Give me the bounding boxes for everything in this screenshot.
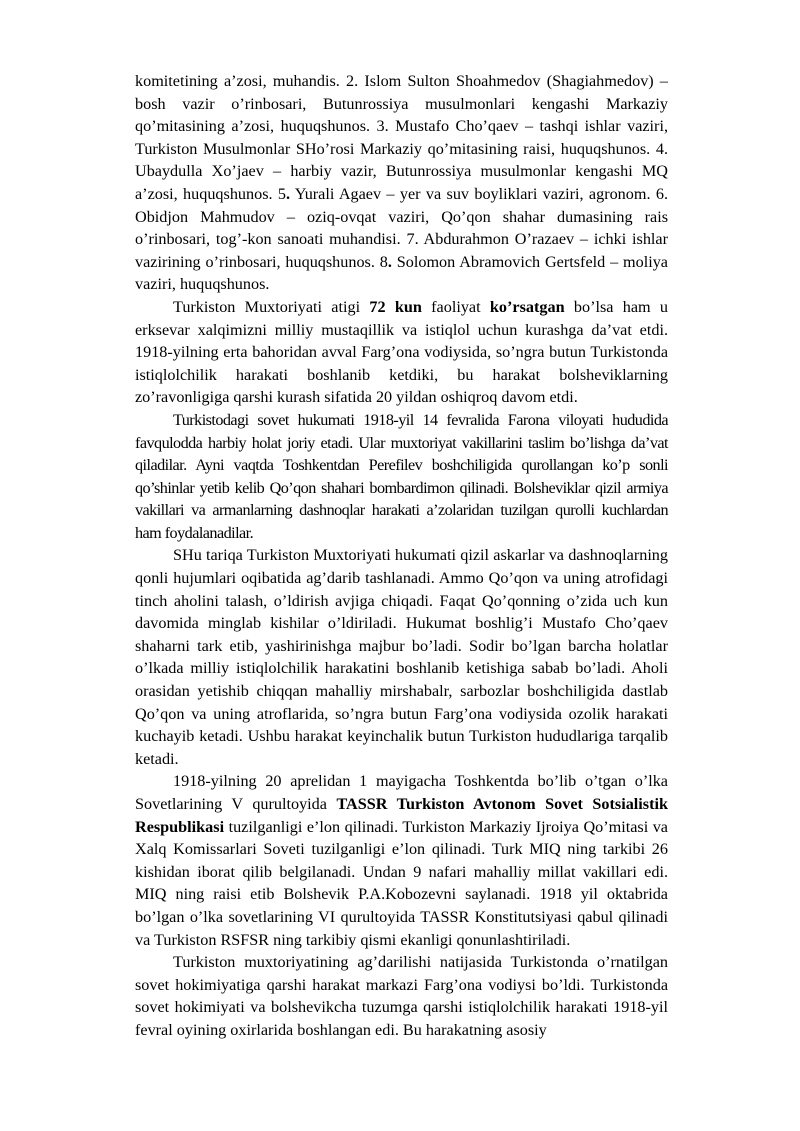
text-segment: tuzilganligi e’lon qilinadi. Turkiston Markaziy Ijroiya Qo’mitasi va Xalq Komissarlari Soveti tuzilganligi e’lon qilinadi. Turk MIQ ning tarkibi 26 kishidan iborat qilib belgilanadi. Undan 9 nafari mahalliy millat vakillari edi. MIQ ning raisi etib Bolshevik P.A.Kobozevni saylanadi. 1918 yil oktabrida bo’lgan o’lka sovetlarining VI qurultoyida TASSR Konstitutsiyasi qabul qilinadi va Turkiston RSFSR ning tarkibiy qismi ekanligi qonunlashtiriladi. bbox=[135, 817, 668, 949]
paragraph-3 bbox=[135, 409, 668, 545]
paragraph-6 bbox=[135, 951, 668, 1041]
text-segment: Solomon Abramovich Gertsfeld – moliya vaziri, huquqshunos. bbox=[135, 252, 668, 294]
paragraph-2 bbox=[135, 296, 668, 409]
text-segment: Turkiston muxtoriyatining ag’darilishi natijasida Turkistonda o’rnatilgan sovet hokimiyatiga qarshi harakat markazi Farg’ona vodiysi bo’ldi. Turkistonda sovet hokimiyati va bolshevikcha tuzumga qarshi istiqlolchilik harakati 1918-yil fevral oyining oxirlarida boshlangan edi. Bu harakatning asosiy bbox=[135, 953, 668, 1039]
text-segment-bold: . bbox=[286, 184, 291, 203]
text-segment-bold: 72 kun bbox=[369, 297, 422, 316]
text-segment-bold: ko’rsatgan bbox=[489, 297, 565, 316]
text-segment: 1918-yilning 20 aprelidan 1 mayigacha Toshkentda bo’lib o’tgan o’lka Sovetlarining V qurultoyida bbox=[135, 772, 668, 813]
text-segment: komitetining a’zosi, muhandis. 2. Islom Sulton Shoahmedov (Shagiahmedov) – bosh vazir o’rinbosari, Butunrossiya musulmonlari kengashi Markaziy qo’mitasining a’zosi, huquqshunos. 3. Mustafo Cho’qaev – tashqi ishlar vaziri, Turkiston Musulmonlar SHo’rosi Markaziy qo’mitasining raisi, huquqshunos. 4. Ubaydulla Xo’jaev – harbiy vazir, Butunrossiya musulmonlar kengashi MQ a’zosi, huquqshunos. 5 bbox=[135, 72, 668, 203]
text-segment: faoliyat bbox=[421, 297, 490, 316]
text-segment-bold: TASSR Turkiston Avtonom Sovet Sotsialistik Respublikasi bbox=[135, 795, 668, 836]
paragraph-5 bbox=[135, 770, 668, 951]
text-segment-bold: . bbox=[387, 252, 392, 271]
paragraph-4 bbox=[135, 544, 668, 770]
text-segment: Turkistodagi sovet hukumati 1918-yil 14 fevralida Farona viloyati hududida favqulodda harbiy holat joriy etadi. Ular muxtoriyat vakillarini taslim bo’lishga da’vat qiladilar. Ayni vaqtda Toshkentdan Perefilev boshchiligida qurollangan ko’p sonli qo’shinlar yetib kelib Qo’qon shahari bombardimon qilinadi. Bolsheviklar qizil armiya vakillari va armanlarning dashnoqlar harakati a’zolaridan tuzilgan qurolli kuchlardan ham foydalanadilar. bbox=[135, 410, 668, 542]
text-segment: bo’lsa ham u erksevar xalqimizni milliy mustaqillik va istiqlol uchun kurashga da’vat etdi. 1918-yilning erta bahoridan avval Farg’ona vodiysida, so’ngra butun Turkistonda istiqlolchilik harakati boshlanib ketdiki, bu harakat bolsheviklarning zo’ravonligiga qarshi kurash sifatida 20 yildan oshiqroq davom etdi. bbox=[135, 297, 668, 407]
document-page bbox=[135, 70, 668, 1042]
text-segment: Yurali Agaev – yer va suv boyliklari vaziri, agronom. 6. Obidjon Mahmudov – oziq-ovqat vaziri, Qo’qon shahar dumasining rais o’rinbosari, tog’-kon sanoati muhandisi. 7. Abdurahmon O’razaev – ichki ishlar vazirining o’rinbosari, huquqshunos. 8 bbox=[135, 184, 669, 271]
text-segment: Turkiston Muxtoriyati atigi bbox=[173, 297, 370, 316]
paragraph-1 bbox=[135, 70, 668, 296]
text-segment: SHu tariqa Turkiston Muxtoriyati hukumati qizil askarlar va dashnoqlarning qonli hujumlari oqibatida ag’darib tashlanadi. Ammo Qo’qon va uning atrofidagi tinch aholini talash, o’ldirish avjiga chiqadi. Faqat Qo’qonning o’zida uch kun davomida minglab kishilar o’ldiriladi. Hukumat boshlig’i Mustafo Cho’qaev shaharni tark etib, yashirinishga majbur bo’ladi. Sodir bo’lgan barcha holatlar o’lkada milliy istiqlolchilik harakatini boshlanib ketishiga sabab bo’ladi. Aholi orasidan yetishib chiqqan mahalliy mirshabalr, sarbozlar boshchiligida dastlab Qo’qon va uning atroflarida, so’ngra butun Farg’ona vodiysida ozolik harakati kuchayib ketadi. Ushbu harakat keyinchalik butun Turkiston hududlariga tarqalib ketadi. bbox=[135, 546, 668, 768]
